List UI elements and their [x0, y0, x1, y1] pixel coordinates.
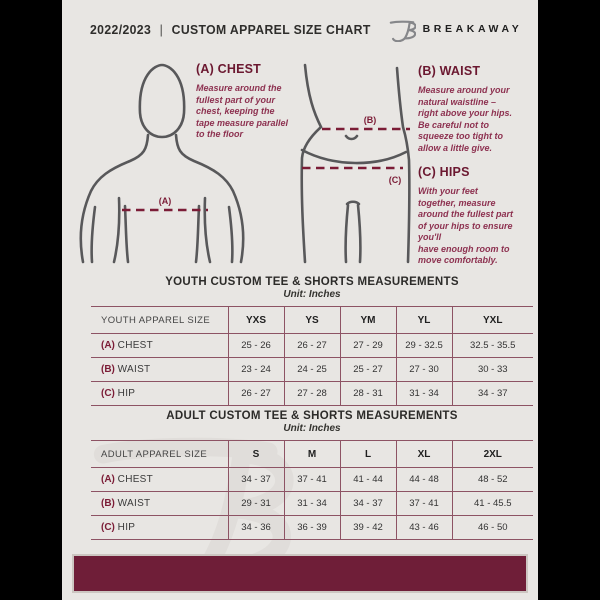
measurement-value-cell: 31 - 34 [284, 492, 340, 516]
hips-instruction-heading: (C) HIPS [418, 165, 470, 179]
measurement-row [91, 358, 533, 382]
adult-table-title: ADULT CUSTOM TEE & SHORTS MEASUREMENTS [166, 410, 458, 422]
measurement-row-label [91, 334, 228, 358]
measurement-value-cell: 37 - 41 [396, 492, 452, 516]
measurement-row-label [91, 468, 228, 492]
brand-name: BREAKAWAY [422, 23, 523, 35]
size-header-2xl: 2XL [452, 441, 533, 468]
marker-c-label: (C) [388, 175, 402, 185]
measurement-value-cell: 43 - 46 [396, 516, 452, 540]
measurement-value-cell: 36 - 39 [284, 516, 340, 540]
adult-section [91, 410, 533, 540]
breakaway-b-logo-icon [389, 16, 416, 42]
marker-b-label: (B) [363, 115, 377, 125]
youth-section [91, 276, 533, 406]
measurement-value-cell: 27 - 28 [284, 382, 340, 406]
measurement-value-cell: 25 - 26 [228, 334, 284, 358]
size-header-ym: YM [340, 307, 396, 334]
measurement-row [91, 516, 533, 540]
measurement-value-cell: 26 - 27 [284, 334, 340, 358]
measurement-value-cell: 34 - 37 [452, 382, 533, 406]
row-marker: (B) [101, 498, 118, 509]
row-marker: (A) [101, 474, 118, 485]
size-header-m: M [284, 441, 340, 468]
measurement-value-cell: 24 - 25 [284, 358, 340, 382]
measurement-row-label [91, 382, 228, 406]
measurement-value-cell: 48 - 52 [452, 468, 533, 492]
measurement-row [91, 382, 533, 406]
chest-instruction [196, 62, 308, 141]
row-marker: (C) [101, 388, 118, 399]
adult-table-header-row [91, 441, 533, 468]
measurement-value-cell: 41 - 44 [340, 468, 396, 492]
size-header-xl: XL [396, 441, 452, 468]
size-header-l: L [340, 441, 396, 468]
measurement-value-cell: 41 - 45.5 [452, 492, 533, 516]
size-header-yxs: YXS [228, 307, 284, 334]
measurement-value-cell: 46 - 50 [452, 516, 533, 540]
youth-table-header-row [91, 307, 533, 334]
row-label-text: CHEST [117, 340, 154, 351]
row-label-text: WAIST [117, 364, 151, 375]
measurement-value-cell: 28 - 31 [340, 382, 396, 406]
measurement-row-label [91, 358, 228, 382]
measurement-value-cell: 30 - 33 [452, 358, 533, 382]
header-title-text: CUSTOM APPAREL SIZE CHART [171, 21, 371, 37]
chest-instruction-body: Measure around the fullest part of your chest, keeping the tape measure parallel to the floor [196, 83, 289, 139]
header-year: 2022/2023 [90, 21, 152, 37]
brand-lockup [389, 16, 523, 42]
youth-table-unit: Unit: Inches [283, 289, 341, 300]
measurement-value-cell: 26 - 27 [228, 382, 284, 406]
apparel-size-column-header: YOUTH APPAREL SIZE [101, 314, 211, 326]
measurement-value-cell: 27 - 30 [396, 358, 452, 382]
measurement-value-cell: 34 - 37 [228, 468, 284, 492]
size-header-yxl: YXL [452, 307, 533, 334]
size-header-ys: YS [284, 307, 340, 334]
row-marker: (A) [101, 340, 118, 351]
measurement-value-cell: 34 - 37 [340, 492, 396, 516]
adult-table-unit: Unit: Inches [283, 423, 341, 434]
header-title [90, 22, 371, 37]
youth-table-title: YOUTH CUSTOM TEE & SHORTS MEASUREMENTS [165, 276, 459, 288]
marker-a-label: (A) [158, 196, 172, 206]
measurement-value-cell: 39 - 42 [340, 516, 396, 540]
hips-instruction [418, 165, 526, 267]
measurement-row [91, 468, 533, 492]
header-separator: | [159, 21, 164, 37]
measurement-value-cell: 29 - 31 [228, 492, 284, 516]
lower-body-figure [302, 65, 410, 262]
chest-instruction-heading: (A) CHEST [196, 62, 261, 76]
adult-size-table [91, 440, 533, 540]
measurement-row [91, 492, 533, 516]
row-label-text: HIP [117, 522, 136, 533]
measurement-value-cell: 34 - 36 [228, 516, 284, 540]
apparel-size-column-header: ADULT APPAREL SIZE [101, 448, 208, 460]
size-header-yl: YL [396, 307, 452, 334]
measurement-value-cell: 27 - 29 [340, 334, 396, 358]
measurement-value-cell: 37 - 41 [284, 468, 340, 492]
row-marker: (B) [101, 364, 118, 375]
measurement-value-cell: 44 - 48 [396, 468, 452, 492]
measurement-value-cell: 32.5 - 35.5 [452, 334, 533, 358]
waist-instruction [418, 64, 526, 154]
measurement-value-cell: 25 - 27 [340, 358, 396, 382]
measurement-value-cell: 29 - 32.5 [396, 334, 452, 358]
row-label-text: WAIST [117, 498, 151, 509]
row-marker: (C) [101, 522, 118, 533]
size-chart-document [62, 0, 538, 600]
measurement-value-cell: 23 - 24 [228, 358, 284, 382]
measurement-value-cell: 31 - 34 [396, 382, 452, 406]
row-label-text: CHEST [117, 474, 154, 485]
measurement-row-label [91, 516, 228, 540]
document-header [90, 16, 523, 42]
measurement-row [91, 334, 533, 358]
youth-size-table [91, 306, 533, 406]
size-header-s: S [228, 441, 284, 468]
waist-instruction-body: Measure around your natural waistline – right above your hips. Be careful not to squeeze too tight to allow a little give. [418, 85, 513, 153]
measurement-row-label [91, 492, 228, 516]
hips-instruction-body: With your feet together, measure around the fullest part of your hips to ensure you'll have enough room to move comfortably. [418, 186, 514, 265]
row-label-text: HIP [117, 388, 136, 399]
waist-instruction-heading: (B) WAIST [418, 64, 481, 78]
footer-accent-bar [72, 554, 528, 593]
